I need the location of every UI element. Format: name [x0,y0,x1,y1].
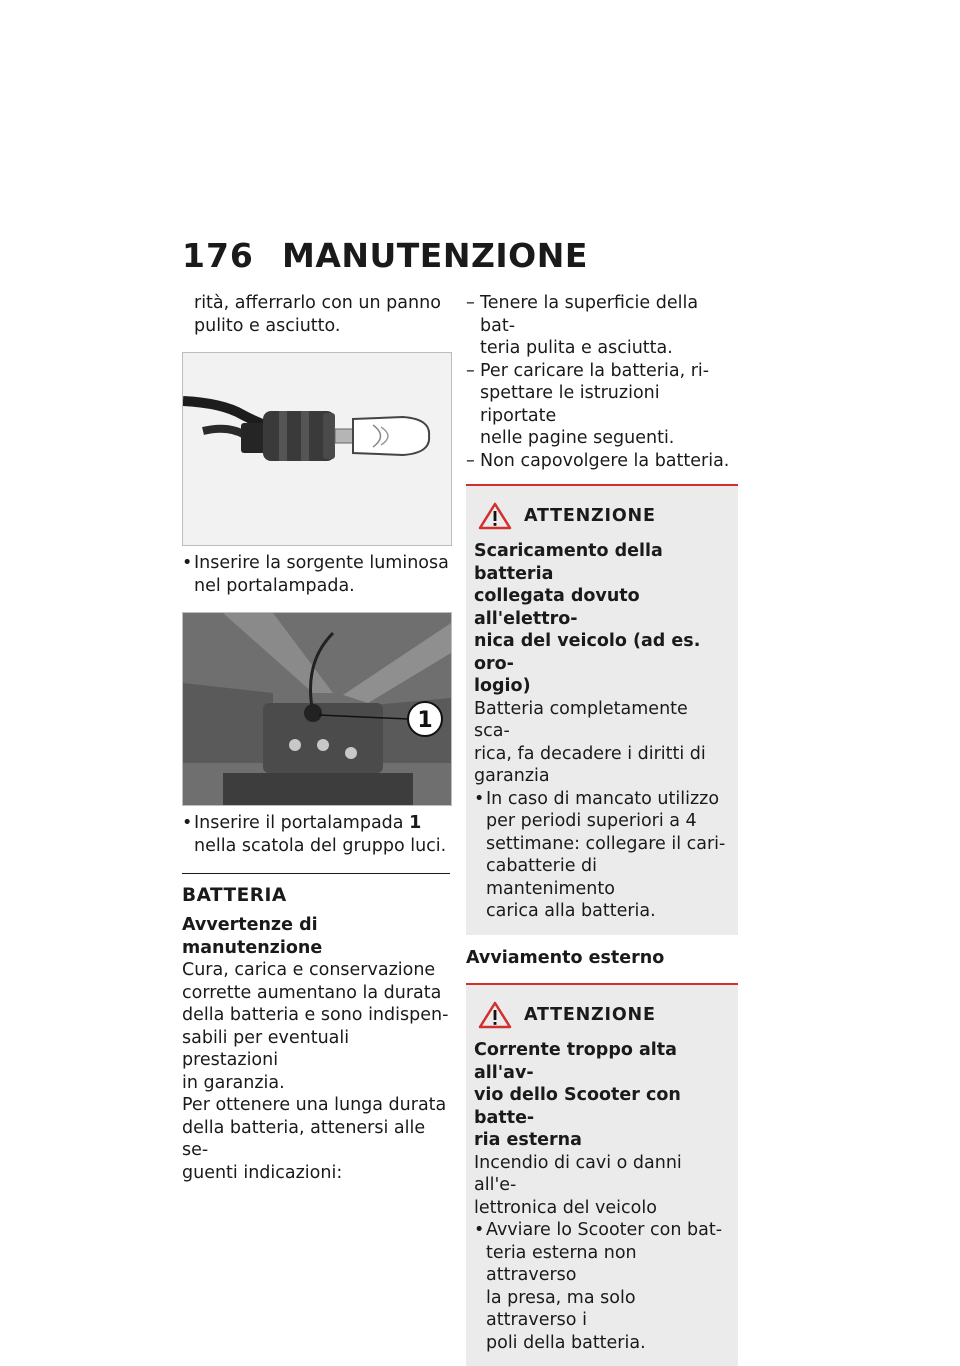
bullet-insert-holder [182,812,450,857]
section-divider [182,873,450,874]
bullet-dot: • [182,553,193,573]
warning-title: Scaricamento della batteria collegata dovuto all'elettro- nica del veicolo (ad es. oro- logio) [474,541,701,696]
warning-label: ATTENZIONE [524,506,656,526]
paragraph-line: sabili per eventuali prestazioni [182,1027,350,1070]
paragraph-line: Per ottenere una lunga durata [182,1095,447,1115]
dash-item [466,360,738,450]
dash-item [466,292,738,360]
bullet-line: nel portalampada. [194,575,355,596]
warning-label: ATTENZIONE [524,1005,656,1025]
dash-line: Tenere la superficie della bat- [480,293,699,336]
bullet-dot: • [182,813,193,833]
lamp-holder-illustration [183,613,451,805]
callout-label: 1 [417,708,433,733]
section-title: BATTERIA [182,885,287,906]
subheading-external-start: Avviamento esterno [466,947,665,968]
paragraph-line: della batteria, attenersi alle se- [182,1117,426,1160]
chapter-title: MANUTENZIONE [282,236,588,275]
warning-title: Corrente troppo alta all'av- vio dello Scooter con batte- ria esterna [474,1040,681,1150]
dash-item [466,450,738,473]
left-column [182,292,450,1184]
intro-paragraph [182,292,450,337]
subheading-maintenance: Avvertenze di manutenzione [182,915,323,958]
warning-body: Incendio di cavi o danni all'e- lettronica del veicolo [474,1152,682,1218]
dash-line: Per caricare la batteria, ri- [480,360,710,381]
bulb-socket-illustration [183,353,451,545]
intro-line: rità, afferrarlo con un panno [194,293,441,313]
dash: – [466,360,475,381]
dash-line: Non capovolgere la batteria. [480,450,730,471]
bullet-line: Inserire il portalampada [194,813,410,833]
dash: – [466,293,475,313]
bullet-insert-source [182,552,450,597]
right-column [466,292,738,1366]
warning-box-external-start [466,983,738,1366]
paragraph-line: in garanzia. [182,1072,285,1093]
warning-box-discharge [466,484,738,935]
paragraph-line: corrette aumentano la durata [182,982,442,1003]
paragraph-care [182,959,450,1094]
dash-line: spettare le istruzioni riportate [480,383,660,426]
intro-line: pulito e asciutto. [194,315,341,336]
warning-body: Batteria completamente sca- rica, fa decadere i diritti di garanzia [474,698,706,786]
page-number: 176 [182,236,254,275]
callout-reference: 1 [409,813,422,833]
dash-line: nelle pagine seguenti. [480,428,675,448]
paragraph-instructions [182,1094,450,1184]
dash: – [466,450,475,471]
paragraph-line: guenti indicazioni: [182,1162,343,1183]
warning-triangle-icon [478,502,512,530]
photo-lamp-holder [182,612,452,806]
dash-line: teria pulita e asciutta. [480,338,673,358]
warning-bullet: • Avviare lo Scooter con bat- teria esterna non attraverso la presa, ma solo attraverso i poli della batteria. [474,1220,723,1353]
page-header [182,236,588,280]
paragraph-line: della batteria e sono indispen- [182,1005,449,1025]
bullet-line: nella scatola del gruppo luci. [194,835,447,856]
warning-bullet: • In caso di mancato utilizzo per periodi superiori a 4 settimane: collegare il cari- cabatterie di mantenimento carica alla batteria. [474,788,726,921]
bullet-dot: • [474,788,485,809]
paragraph-line: Cura, carica e conservazione [182,960,436,980]
bullet-line: Inserire la sorgente luminosa [194,553,449,573]
bullet-dot: • [474,1220,485,1240]
photo-bulb-socket [182,352,452,546]
warning-triangle-icon [478,1001,512,1029]
